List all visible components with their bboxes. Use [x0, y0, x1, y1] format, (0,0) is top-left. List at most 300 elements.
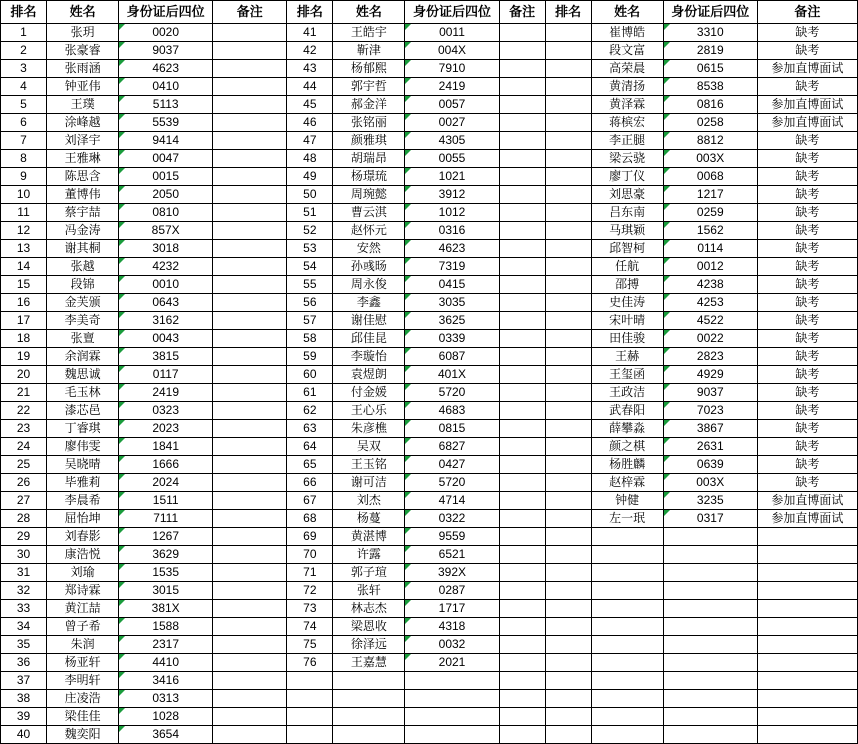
cell-name: 杨郁熙 — [333, 60, 405, 78]
header-name-1: 姓名 — [47, 1, 119, 24]
table-row — [1, 564, 858, 582]
cell-id-last4: 4305 — [405, 132, 499, 150]
cell-rank: 32 — [1, 582, 47, 600]
cell-rank: 19 — [1, 348, 47, 366]
cell-rank: 72 — [287, 582, 333, 600]
cell-name: 黄清扬 — [591, 78, 663, 96]
table-row — [1, 366, 858, 384]
cell-rank — [545, 240, 591, 258]
cell-id-last4: 4714 — [405, 492, 499, 510]
header-rank-1: 排名 — [1, 1, 47, 24]
cell-note: 缺考 — [757, 42, 857, 60]
cell-note — [499, 312, 545, 330]
cell-note — [757, 654, 857, 672]
cell-note — [213, 312, 287, 330]
cell-note: 缺考 — [757, 294, 857, 312]
table-body — [1, 24, 858, 744]
cell-id-last4: 2050 — [119, 186, 213, 204]
cell-note — [213, 438, 287, 456]
cell-id-last4: 4522 — [663, 312, 757, 330]
cell-note — [213, 78, 287, 96]
cell-note — [499, 618, 545, 636]
cell-name: 高荣晨 — [591, 60, 663, 78]
cell-name: 蔡宇喆 — [47, 204, 119, 222]
cell-note — [213, 420, 287, 438]
cell-name: 黄湛博 — [333, 528, 405, 546]
cell-id-last4: 4232 — [119, 258, 213, 276]
table-row — [1, 132, 858, 150]
cell-name: 郭宇哲 — [333, 78, 405, 96]
cell-name: 屈怡坤 — [47, 510, 119, 528]
cell-id-last4: 2021 — [405, 654, 499, 672]
cell-name: 黄泽霖 — [591, 96, 663, 114]
cell-note — [213, 564, 287, 582]
cell-name: 曾子希 — [47, 618, 119, 636]
cell-rank — [287, 726, 333, 744]
cell-note: 缺考 — [757, 276, 857, 294]
cell-id-last4 — [663, 636, 757, 654]
cell-name: 魏思诚 — [47, 366, 119, 384]
table-row — [1, 240, 858, 258]
cell-name: 谢佳慰 — [333, 312, 405, 330]
cell-name — [591, 672, 663, 690]
cell-note — [499, 492, 545, 510]
cell-name — [591, 546, 663, 564]
cell-rank: 10 — [1, 186, 47, 204]
table-row — [1, 402, 858, 420]
cell-note — [213, 330, 287, 348]
cell-note — [213, 294, 287, 312]
cell-note — [499, 366, 545, 384]
cell-id-last4: 1028 — [119, 708, 213, 726]
cell-note — [213, 258, 287, 276]
cell-id-last4: 0068 — [663, 168, 757, 186]
table-row — [1, 276, 858, 294]
cell-name: 王璞 — [47, 96, 119, 114]
cell-id-last4: 004X — [405, 42, 499, 60]
cell-rank — [545, 564, 591, 582]
cell-id-last4: 2823 — [663, 348, 757, 366]
header-name-3: 姓名 — [591, 1, 663, 24]
cell-rank — [545, 636, 591, 654]
cell-name: 钟健 — [591, 492, 663, 510]
cell-rank: 26 — [1, 474, 47, 492]
table-row — [1, 456, 858, 474]
cell-note — [213, 366, 287, 384]
cell-note — [213, 168, 287, 186]
cell-note — [757, 618, 857, 636]
cell-id-last4: 0816 — [663, 96, 757, 114]
cell-id-last4: 0114 — [663, 240, 757, 258]
cell-name: 王皓宇 — [333, 24, 405, 42]
table-row — [1, 420, 858, 438]
cell-id-last4: 5539 — [119, 114, 213, 132]
cell-note — [213, 24, 287, 42]
cell-name: 田佳骏 — [591, 330, 663, 348]
cell-name: 康浩悦 — [47, 546, 119, 564]
cell-note — [757, 708, 857, 726]
cell-rank: 24 — [1, 438, 47, 456]
cell-rank — [545, 510, 591, 528]
cell-id-last4: 4253 — [663, 294, 757, 312]
cell-rank: 23 — [1, 420, 47, 438]
cell-note — [499, 78, 545, 96]
cell-rank: 16 — [1, 294, 47, 312]
cell-name: 邱智柯 — [591, 240, 663, 258]
cell-note — [757, 726, 857, 744]
cell-name: 李璇怡 — [333, 348, 405, 366]
cell-rank — [545, 600, 591, 618]
cell-note: 缺考 — [757, 348, 857, 366]
cell-note: 缺考 — [757, 330, 857, 348]
cell-rank: 44 — [287, 78, 333, 96]
cell-rank: 75 — [287, 636, 333, 654]
cell-name: 付金媛 — [333, 384, 405, 402]
cell-id-last4: 0012 — [663, 258, 757, 276]
cell-id-last4: 3625 — [405, 312, 499, 330]
cell-name: 邱佳昆 — [333, 330, 405, 348]
cell-note — [213, 240, 287, 258]
cell-note — [757, 582, 857, 600]
cell-note — [213, 600, 287, 618]
cell-rank — [545, 222, 591, 240]
cell-name: 马琪颖 — [591, 222, 663, 240]
cell-note — [499, 24, 545, 42]
cell-id-last4 — [405, 708, 499, 726]
cell-id-last4 — [663, 564, 757, 582]
cell-name: 赵怀元 — [333, 222, 405, 240]
cell-id-last4: 4623 — [119, 60, 213, 78]
cell-id-last4: 3035 — [405, 294, 499, 312]
cell-note — [499, 600, 545, 618]
cell-rank — [545, 204, 591, 222]
cell-id-last4: 0055 — [405, 150, 499, 168]
table-header-row — [1, 1, 858, 24]
cell-rank: 73 — [287, 600, 333, 618]
cell-note — [499, 564, 545, 582]
cell-rank: 31 — [1, 564, 47, 582]
table-row — [1, 78, 858, 96]
cell-name: 王雅琳 — [47, 150, 119, 168]
cell-note: 缺考 — [757, 222, 857, 240]
cell-rank: 41 — [287, 24, 333, 42]
cell-name — [591, 654, 663, 672]
table-row — [1, 96, 858, 114]
cell-name: 张轩 — [333, 582, 405, 600]
cell-note: 缺考 — [757, 474, 857, 492]
cell-name: 李鑫 — [333, 294, 405, 312]
cell-name: 廖丁仪 — [591, 168, 663, 186]
cell-rank: 3 — [1, 60, 47, 78]
cell-name: 朱润 — [47, 636, 119, 654]
cell-id-last4: 401X — [405, 366, 499, 384]
cell-rank: 67 — [287, 492, 333, 510]
cell-name: 余润霖 — [47, 348, 119, 366]
cell-name: 王政洁 — [591, 384, 663, 402]
cell-rank: 34 — [1, 618, 47, 636]
cell-id-last4: 5720 — [405, 474, 499, 492]
cell-note — [213, 708, 287, 726]
cell-name — [333, 672, 405, 690]
table-row — [1, 618, 858, 636]
cell-rank: 11 — [1, 204, 47, 222]
cell-rank — [545, 150, 591, 168]
cell-rank: 55 — [287, 276, 333, 294]
cell-name: 王玉铭 — [333, 456, 405, 474]
cell-rank: 62 — [287, 402, 333, 420]
cell-note: 缺考 — [757, 258, 857, 276]
table-row — [1, 186, 858, 204]
table-row — [1, 24, 858, 42]
cell-id-last4: 3867 — [663, 420, 757, 438]
cell-note: 参加直博面试 — [757, 114, 857, 132]
cell-note — [499, 528, 545, 546]
cell-rank: 70 — [287, 546, 333, 564]
cell-id-last4: 0415 — [405, 276, 499, 294]
cell-id-last4: 0317 — [663, 510, 757, 528]
cell-id-last4: 3815 — [119, 348, 213, 366]
cell-rank: 37 — [1, 672, 47, 690]
cell-id-last4 — [663, 582, 757, 600]
cell-note — [499, 348, 545, 366]
cell-note — [499, 438, 545, 456]
table-row — [1, 258, 858, 276]
cell-rank — [545, 276, 591, 294]
cell-id-last4: 7111 — [119, 510, 213, 528]
cell-rank — [545, 114, 591, 132]
cell-name: 张越 — [47, 258, 119, 276]
cell-id-last4 — [663, 672, 757, 690]
cell-id-last4: 0011 — [405, 24, 499, 42]
cell-name — [591, 528, 663, 546]
cell-rank: 36 — [1, 654, 47, 672]
cell-id-last4: 7319 — [405, 258, 499, 276]
cell-id-last4: 1267 — [119, 528, 213, 546]
header-id-2: 身份证后四位 — [405, 1, 499, 24]
cell-note — [499, 654, 545, 672]
cell-note — [213, 690, 287, 708]
cell-name: 邵搏 — [591, 276, 663, 294]
table-row — [1, 114, 858, 132]
cell-rank: 43 — [287, 60, 333, 78]
cell-id-last4: 4623 — [405, 240, 499, 258]
cell-rank: 6 — [1, 114, 47, 132]
cell-rank — [545, 726, 591, 744]
cell-name: 左一珉 — [591, 510, 663, 528]
cell-rank: 65 — [287, 456, 333, 474]
cell-id-last4: 3654 — [119, 726, 213, 744]
table-row — [1, 546, 858, 564]
cell-rank — [545, 438, 591, 456]
cell-name: 廖伟雯 — [47, 438, 119, 456]
cell-name: 朱彦樵 — [333, 420, 405, 438]
cell-note — [499, 204, 545, 222]
cell-rank — [545, 294, 591, 312]
cell-note: 缺考 — [757, 312, 857, 330]
cell-rank: 63 — [287, 420, 333, 438]
cell-rank — [545, 42, 591, 60]
cell-id-last4: 0020 — [119, 24, 213, 42]
cell-rank — [545, 582, 591, 600]
cell-note — [499, 96, 545, 114]
cell-id-last4: 8812 — [663, 132, 757, 150]
cell-note — [499, 708, 545, 726]
cell-rank: 53 — [287, 240, 333, 258]
cell-rank: 74 — [287, 618, 333, 636]
cell-name: 张亶 — [47, 330, 119, 348]
cell-id-last4: 0117 — [119, 366, 213, 384]
cell-rank: 25 — [1, 456, 47, 474]
cell-id-last4: 3629 — [119, 546, 213, 564]
cell-rank — [545, 132, 591, 150]
cell-note: 参加直博面试 — [757, 510, 857, 528]
cell-name: 王玺函 — [591, 366, 663, 384]
cell-name: 涂峰越 — [47, 114, 119, 132]
table-row — [1, 168, 858, 186]
table-row — [1, 474, 858, 492]
cell-rank — [545, 420, 591, 438]
cell-rank — [545, 492, 591, 510]
cell-rank — [545, 168, 591, 186]
cell-name — [591, 564, 663, 582]
cell-name: 刘瑜 — [47, 564, 119, 582]
cell-id-last4: 0815 — [405, 420, 499, 438]
cell-name: 李正腿 — [591, 132, 663, 150]
cell-name: 史佳涛 — [591, 294, 663, 312]
cell-name: 谢可洁 — [333, 474, 405, 492]
cell-note — [499, 222, 545, 240]
cell-name: 郭子瑄 — [333, 564, 405, 582]
cell-id-last4: 8538 — [663, 78, 757, 96]
cell-id-last4: 6827 — [405, 438, 499, 456]
cell-id-last4 — [663, 726, 757, 744]
cell-name: 武春阳 — [591, 402, 663, 420]
cell-note: 参加直博面试 — [757, 96, 857, 114]
cell-note — [499, 420, 545, 438]
cell-name: 安然 — [333, 240, 405, 258]
cell-id-last4: 3162 — [119, 312, 213, 330]
cell-note — [499, 636, 545, 654]
cell-id-last4: 0022 — [663, 330, 757, 348]
cell-id-last4: 0316 — [405, 222, 499, 240]
cell-name: 王嘉慧 — [333, 654, 405, 672]
cell-rank — [545, 456, 591, 474]
cell-note — [213, 222, 287, 240]
cell-id-last4 — [663, 654, 757, 672]
cell-note — [213, 114, 287, 132]
table-row — [1, 600, 858, 618]
cell-note — [213, 546, 287, 564]
table-row — [1, 204, 858, 222]
cell-note — [213, 60, 287, 78]
cell-note — [213, 528, 287, 546]
cell-name: 庄凌浩 — [47, 690, 119, 708]
cell-name: 张豪睿 — [47, 42, 119, 60]
cell-name — [591, 636, 663, 654]
cell-rank: 29 — [1, 528, 47, 546]
cell-name: 林志杰 — [333, 600, 405, 618]
table-row — [1, 348, 858, 366]
cell-rank — [545, 708, 591, 726]
cell-note — [757, 564, 857, 582]
cell-rank: 76 — [287, 654, 333, 672]
cell-name — [591, 600, 663, 618]
cell-note — [499, 186, 545, 204]
cell-rank: 40 — [1, 726, 47, 744]
cell-id-last4: 0427 — [405, 456, 499, 474]
cell-id-last4: 1511 — [119, 492, 213, 510]
cell-name — [333, 726, 405, 744]
cell-name: 袁煜朗 — [333, 366, 405, 384]
cell-id-last4: 1021 — [405, 168, 499, 186]
cell-note — [757, 600, 857, 618]
cell-id-last4: 2419 — [405, 78, 499, 96]
cell-note — [213, 402, 287, 420]
cell-rank: 61 — [287, 384, 333, 402]
cell-note — [213, 96, 287, 114]
cell-id-last4: 3018 — [119, 240, 213, 258]
cell-id-last4: 5113 — [119, 96, 213, 114]
cell-id-last4 — [663, 546, 757, 564]
table-row — [1, 384, 858, 402]
cell-rank: 17 — [1, 312, 47, 330]
cell-note — [499, 168, 545, 186]
cell-note — [499, 114, 545, 132]
cell-rank: 56 — [287, 294, 333, 312]
cell-rank — [545, 78, 591, 96]
cell-name: 许露 — [333, 546, 405, 564]
cell-id-last4: 0339 — [405, 330, 499, 348]
cell-note: 缺考 — [757, 132, 857, 150]
cell-note — [213, 636, 287, 654]
cell-id-last4: 1841 — [119, 438, 213, 456]
cell-name: 毛玉林 — [47, 384, 119, 402]
cell-note — [499, 258, 545, 276]
cell-rank: 14 — [1, 258, 47, 276]
cell-note — [213, 474, 287, 492]
cell-note: 缺考 — [757, 24, 857, 42]
cell-note — [499, 330, 545, 348]
cell-id-last4: 0639 — [663, 456, 757, 474]
cell-name: 曹云淇 — [333, 204, 405, 222]
cell-note: 缺考 — [757, 402, 857, 420]
cell-rank — [545, 654, 591, 672]
cell-note — [499, 510, 545, 528]
cell-name: 谢其桐 — [47, 240, 119, 258]
cell-rank: 39 — [1, 708, 47, 726]
cell-rank — [545, 546, 591, 564]
cell-name: 任航 — [591, 258, 663, 276]
cell-id-last4: 0259 — [663, 204, 757, 222]
cell-rank: 13 — [1, 240, 47, 258]
cell-rank: 48 — [287, 150, 333, 168]
cell-id-last4 — [663, 708, 757, 726]
cell-name: 段锦 — [47, 276, 119, 294]
cell-id-last4 — [405, 672, 499, 690]
cell-name: 吴晓晴 — [47, 456, 119, 474]
cell-id-last4: 0032 — [405, 636, 499, 654]
cell-id-last4: 2317 — [119, 636, 213, 654]
cell-note — [499, 402, 545, 420]
cell-id-last4: 0322 — [405, 510, 499, 528]
cell-name: 陈思含 — [47, 168, 119, 186]
cell-id-last4: 7023 — [663, 402, 757, 420]
cell-rank — [545, 672, 591, 690]
cell-note — [757, 546, 857, 564]
cell-id-last4: 0057 — [405, 96, 499, 114]
cell-note — [499, 384, 545, 402]
cell-rank — [287, 672, 333, 690]
